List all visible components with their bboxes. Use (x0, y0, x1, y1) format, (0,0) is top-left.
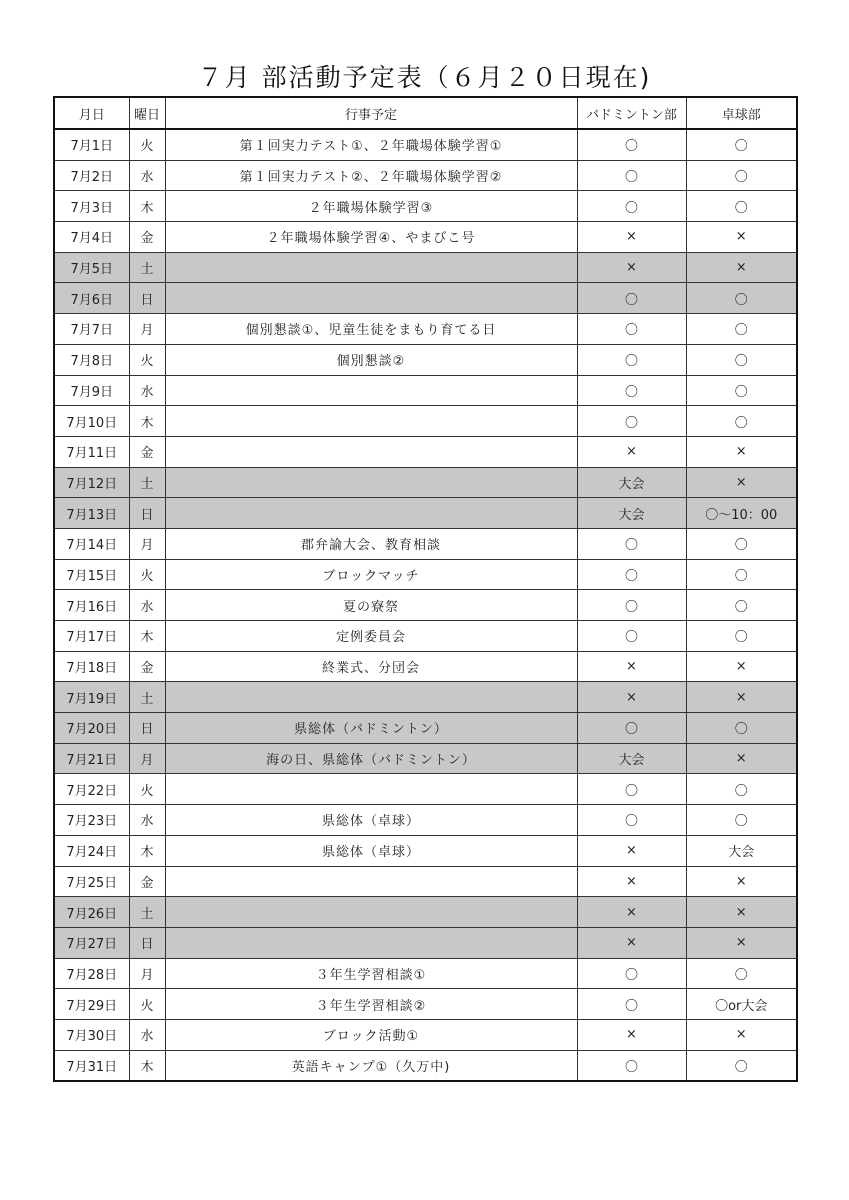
cell-day-of-week: 日 (129, 283, 165, 314)
cell-date: 7月20日 (54, 713, 129, 744)
table-row (54, 406, 797, 437)
cell-badminton: 〇 (577, 958, 686, 989)
cell-badminton: × (577, 252, 686, 283)
cell-event (165, 436, 577, 467)
cell-day-of-week: 火 (129, 989, 165, 1020)
cell-date: 7月26日 (54, 897, 129, 928)
cell-event (165, 866, 577, 897)
cell-day-of-week: 火 (129, 774, 165, 805)
table-row (54, 160, 797, 191)
table-row (54, 375, 797, 406)
header-dow: 曜日 (129, 97, 165, 129)
table-row (54, 835, 797, 866)
cell-badminton: 〇 (577, 805, 686, 836)
cell-day-of-week: 木 (129, 1050, 165, 1081)
cell-day-of-week: 水 (129, 1019, 165, 1050)
table-row (54, 436, 797, 467)
cell-date: 7月14日 (54, 528, 129, 559)
header-badminton: バドミントン部 (577, 97, 686, 129)
header-table-tennis: 卓球部 (686, 97, 797, 129)
cell-table-tennis: 〇 (686, 713, 797, 744)
cell-date: 7月4日 (54, 222, 129, 253)
cell-table-tennis: 〇 (686, 1050, 797, 1081)
cell-table-tennis: 〇 (686, 559, 797, 590)
cell-event: 夏の寮祭 (165, 590, 577, 621)
cell-table-tennis: × (686, 1019, 797, 1050)
cell-table-tennis: 〇 (686, 283, 797, 314)
cell-day-of-week: 月 (129, 314, 165, 345)
cell-event (165, 406, 577, 437)
table-row (54, 590, 797, 621)
cell-badminton: × (577, 927, 686, 958)
cell-table-tennis: 〇or大会 (686, 989, 797, 1020)
cell-event: 英語キャンプ①（久万中) (165, 1050, 577, 1081)
cell-day-of-week: 日 (129, 498, 165, 529)
table-row (54, 927, 797, 958)
table-row (54, 222, 797, 253)
cell-table-tennis: 〇 (686, 406, 797, 437)
cell-date: 7月30日 (54, 1019, 129, 1050)
table-row (54, 528, 797, 559)
cell-date: 7月29日 (54, 989, 129, 1020)
cell-date: 7月3日 (54, 191, 129, 222)
table-row (54, 897, 797, 928)
schedule-body (54, 129, 797, 1081)
cell-table-tennis: 〇 (686, 621, 797, 652)
header-date: 月日 (54, 97, 129, 129)
cell-badminton: × (577, 222, 686, 253)
cell-date: 7月7日 (54, 314, 129, 345)
cell-event: 個別懇談①、児童生徒をまもり育てる日 (165, 314, 577, 345)
cell-date: 7月27日 (54, 927, 129, 958)
cell-event: 個別懇談② (165, 344, 577, 375)
cell-table-tennis: 〇 (686, 590, 797, 621)
cell-table-tennis: 〇 (686, 805, 797, 836)
cell-badminton: 〇 (577, 160, 686, 191)
cell-table-tennis: 〇 (686, 314, 797, 345)
schedule-table (53, 96, 798, 1082)
table-row (54, 866, 797, 897)
cell-table-tennis: 大会 (686, 835, 797, 866)
cell-date: 7月18日 (54, 651, 129, 682)
cell-day-of-week: 火 (129, 559, 165, 590)
cell-event: 第１回実力テスト②、２年職場体験学習② (165, 160, 577, 191)
table-row (54, 129, 797, 160)
cell-date: 7月23日 (54, 805, 129, 836)
cell-table-tennis: × (686, 682, 797, 713)
cell-badminton: 〇 (577, 314, 686, 345)
cell-event: ２年職場体験学習④、やまびこ号 (165, 222, 577, 253)
cell-date: 7月19日 (54, 682, 129, 713)
cell-day-of-week: 金 (129, 222, 165, 253)
table-row (54, 498, 797, 529)
cell-day-of-week: 水 (129, 375, 165, 406)
cell-badminton: 〇 (577, 989, 686, 1020)
page-title: ７月 部活動予定表（６月２０日現在) (197, 63, 652, 92)
cell-badminton: × (577, 651, 686, 682)
cell-badminton: × (577, 835, 686, 866)
cell-event (165, 897, 577, 928)
cell-badminton: 〇 (577, 559, 686, 590)
cell-badminton: 〇 (577, 191, 686, 222)
table-row (54, 651, 797, 682)
cell-day-of-week: 日 (129, 713, 165, 744)
cell-date: 7月15日 (54, 559, 129, 590)
cell-day-of-week: 木 (129, 835, 165, 866)
cell-badminton: 〇 (577, 129, 686, 160)
table-row (54, 989, 797, 1020)
cell-event (165, 682, 577, 713)
cell-badminton: × (577, 897, 686, 928)
table-row (54, 713, 797, 744)
cell-day-of-week: 日 (129, 927, 165, 958)
cell-badminton: 〇 (577, 528, 686, 559)
cell-badminton: 〇 (577, 283, 686, 314)
header-event: 行事予定 (165, 97, 577, 129)
cell-event (165, 375, 577, 406)
table-row (54, 774, 797, 805)
cell-badminton: 〇 (577, 621, 686, 652)
cell-date: 7月25日 (54, 866, 129, 897)
cell-table-tennis: × (686, 436, 797, 467)
cell-badminton: × (577, 436, 686, 467)
cell-event: 終業式、分団会 (165, 651, 577, 682)
cell-date: 7月5日 (54, 252, 129, 283)
cell-date: 7月31日 (54, 1050, 129, 1081)
cell-table-tennis: 〇 (686, 375, 797, 406)
cell-day-of-week: 月 (129, 743, 165, 774)
cell-date: 7月22日 (54, 774, 129, 805)
cell-table-tennis: 〇 (686, 958, 797, 989)
cell-event: 海の日、県総体（バドミントン） (165, 743, 577, 774)
table-row (54, 344, 797, 375)
cell-badminton: × (577, 1019, 686, 1050)
header-row (54, 97, 797, 129)
table-row (54, 958, 797, 989)
cell-day-of-week: 木 (129, 191, 165, 222)
cell-event: 県総体（バドミントン） (165, 713, 577, 744)
cell-date: 7月21日 (54, 743, 129, 774)
cell-day-of-week: 水 (129, 590, 165, 621)
cell-badminton: 大会 (577, 498, 686, 529)
cell-event: ブロックマッチ (165, 559, 577, 590)
cell-table-tennis: × (686, 743, 797, 774)
cell-table-tennis: 〇 (686, 528, 797, 559)
cell-badminton: 〇 (577, 344, 686, 375)
cell-event: 県総体（卓球） (165, 805, 577, 836)
cell-badminton: × (577, 682, 686, 713)
cell-badminton: 〇 (577, 774, 686, 805)
cell-table-tennis: 〇 (686, 160, 797, 191)
cell-date: 7月13日 (54, 498, 129, 529)
cell-day-of-week: 水 (129, 160, 165, 191)
cell-badminton: 大会 (577, 743, 686, 774)
cell-table-tennis: 〇 (686, 129, 797, 160)
cell-table-tennis: × (686, 897, 797, 928)
cell-date: 7月9日 (54, 375, 129, 406)
table-row (54, 252, 797, 283)
cell-event: 第１回実力テスト①、２年職場体験学習① (165, 129, 577, 160)
cell-event: ２年職場体験学習③ (165, 191, 577, 222)
cell-badminton: 大会 (577, 467, 686, 498)
table-row (54, 467, 797, 498)
cell-date: 7月1日 (54, 129, 129, 160)
cell-event: 郡弁論大会、教育相談 (165, 528, 577, 559)
cell-table-tennis: 〇 (686, 344, 797, 375)
cell-day-of-week: 土 (129, 897, 165, 928)
cell-table-tennis: × (686, 252, 797, 283)
cell-event (165, 498, 577, 529)
cell-day-of-week: 金 (129, 651, 165, 682)
cell-date: 7月24日 (54, 835, 129, 866)
cell-date: 7月2日 (54, 160, 129, 191)
cell-day-of-week: 水 (129, 805, 165, 836)
cell-table-tennis: 〇 (686, 774, 797, 805)
cell-event (165, 252, 577, 283)
cell-badminton: 〇 (577, 406, 686, 437)
cell-day-of-week: 月 (129, 528, 165, 559)
cell-event (165, 774, 577, 805)
cell-table-tennis: × (686, 651, 797, 682)
cell-badminton: 〇 (577, 375, 686, 406)
cell-date: 7月11日 (54, 436, 129, 467)
cell-badminton: 〇 (577, 590, 686, 621)
table-row (54, 1019, 797, 1050)
cell-day-of-week: 月 (129, 958, 165, 989)
cell-day-of-week: 木 (129, 406, 165, 437)
cell-event (165, 283, 577, 314)
cell-badminton: 〇 (577, 713, 686, 744)
cell-table-tennis: × (686, 866, 797, 897)
cell-day-of-week: 木 (129, 621, 165, 652)
cell-event: ブロック活動① (165, 1019, 577, 1050)
cell-event: ３年生学習相談① (165, 958, 577, 989)
cell-date: 7月6日 (54, 283, 129, 314)
table-row (54, 805, 797, 836)
cell-day-of-week: 火 (129, 344, 165, 375)
table-row (54, 621, 797, 652)
cell-day-of-week: 土 (129, 467, 165, 498)
table-row (54, 191, 797, 222)
table-row (54, 559, 797, 590)
cell-day-of-week: 土 (129, 682, 165, 713)
cell-date: 7月16日 (54, 590, 129, 621)
cell-date: 7月8日 (54, 344, 129, 375)
cell-table-tennis: 〇～10：00 (686, 498, 797, 529)
cell-day-of-week: 金 (129, 866, 165, 897)
cell-date: 7月17日 (54, 621, 129, 652)
table-row (54, 682, 797, 713)
cell-badminton: 〇 (577, 1050, 686, 1081)
table-row (54, 283, 797, 314)
cell-table-tennis: × (686, 927, 797, 958)
cell-table-tennis: × (686, 467, 797, 498)
cell-day-of-week: 金 (129, 436, 165, 467)
cell-badminton: × (577, 866, 686, 897)
cell-date: 7月28日 (54, 958, 129, 989)
cell-event (165, 927, 577, 958)
table-row (54, 743, 797, 774)
cell-table-tennis: 〇 (686, 191, 797, 222)
cell-table-tennis: × (686, 222, 797, 253)
cell-date: 7月12日 (54, 467, 129, 498)
table-row (54, 314, 797, 345)
cell-day-of-week: 火 (129, 129, 165, 160)
cell-event: 定例委員会 (165, 621, 577, 652)
cell-event: ３年生学習相談② (165, 989, 577, 1020)
table-row (54, 1050, 797, 1081)
cell-event: 県総体（卓球） (165, 835, 577, 866)
cell-day-of-week: 土 (129, 252, 165, 283)
cell-date: 7月10日 (54, 406, 129, 437)
cell-event (165, 467, 577, 498)
